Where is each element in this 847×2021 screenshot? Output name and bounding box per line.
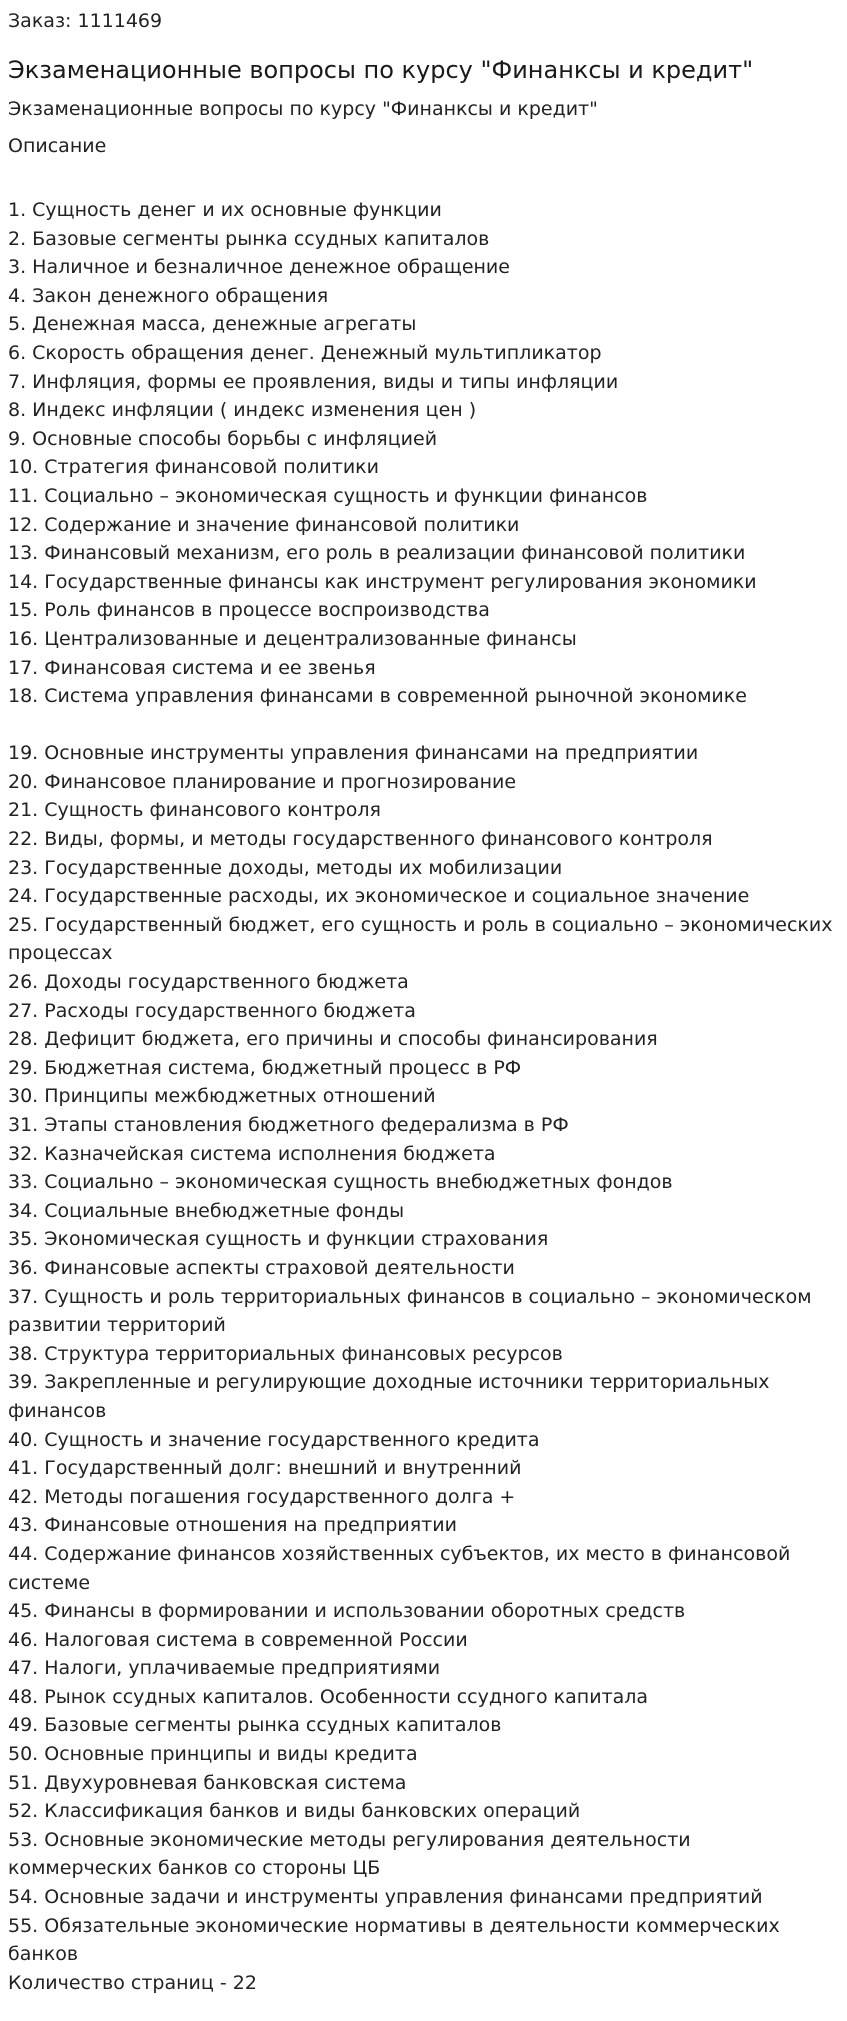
question-item: 8. Индекс инфляции ( индекс изменения цен ) — [8, 399, 477, 422]
question-item: 11. Социально – экономическая сущность и функции финансов — [8, 484, 648, 507]
question-item: 54. Основные задачи и инструменты управления финансами предприятий — [8, 1886, 763, 1909]
question-item: 45. Финансы в формировании и использовании оборотных средств — [8, 1600, 686, 1623]
question-item: 13. Финансовый механизм, его роль в реализации финансовой политики — [8, 542, 746, 565]
questions-list — [8, 196, 839, 1969]
question-item: 25. Государственный бюджет, его сущность и роль в социально – экономических процессах — [8, 913, 833, 965]
question-item: 55. Обязательные экономические нормативы в деятельности коммерческих банков — [8, 1914, 780, 1966]
question-item: 30. Принципы межбюджетных отношений — [8, 1085, 436, 1108]
question-item: 20. Финансовое планирование и прогнозирование — [8, 770, 517, 793]
question-item: 7. Инфляция, формы ее проявления, виды и типы инфляции — [8, 370, 619, 393]
question-item: 41. Государственный долг: внешний и внутренний — [8, 1457, 522, 1480]
question-item: 48. Рынок ссудных капиталов. Особенности ссудного капитала — [8, 1685, 649, 1708]
question-item: 23. Государственные доходы, методы их мобилизации — [8, 856, 563, 879]
question-item: 15. Роль финансов в процессе воспроизводства — [8, 599, 490, 622]
question-item: 42. Методы погашения государственного долга + — [8, 1485, 516, 1508]
question-item: 46. Налоговая система в современной России — [8, 1628, 468, 1651]
question-item: 38. Структура территориальных финансовых ресурсов — [8, 1342, 563, 1365]
page-title: Экзаменационные вопросы по курсу "Финанксы и кредит" — [8, 56, 754, 84]
question-item: 51. Двухуровневая банковская система — [8, 1771, 407, 1794]
question-item: 24. Государственные расходы, их экономическое и социальное значение — [8, 885, 750, 908]
question-item: 33. Социально – экономическая сущность внебюджетных фондов — [8, 1171, 673, 1194]
question-item: 32. Казначейская система исполнения бюджета — [8, 1142, 496, 1165]
question-item: 35. Экономическая сущность и функции страхования — [8, 1228, 549, 1251]
page-count: Количество страниц - 22 — [8, 1971, 257, 1994]
question-item: 49. Базовые сегменты рынка ссудных капиталов — [8, 1714, 502, 1737]
question-item: 5. Денежная масса, денежные агрегаты — [8, 313, 417, 336]
question-item: 53. Основные экономические методы регулирования деятельности коммерческих банков со стороны ЦБ — [8, 1828, 691, 1880]
question-item: 36. Финансовые аспекты страховой деятельности — [8, 1256, 515, 1279]
question-item: 22. Виды, формы, и методы государственного финансового контроля — [8, 828, 713, 851]
question-item: 12. Содержание и значение финансовой политики — [8, 513, 520, 536]
question-item: 50. Основные принципы и виды кредита — [8, 1743, 418, 1766]
question-item: 43. Финансовые отношения на предприятии — [8, 1514, 457, 1537]
description-label: Описание — [8, 135, 107, 157]
question-item: 40. Сущность и значение государственного кредита — [8, 1428, 540, 1451]
order-number: Заказ: 1111469 — [8, 10, 163, 32]
question-item: 9. Основные способы борьбы с инфляцией — [8, 427, 438, 450]
question-item: 28. Дефицит бюджета, его причины и способы финансирования — [8, 1028, 658, 1051]
question-item: 6. Скорость обращения денег. Денежный мультипликатор — [8, 341, 602, 364]
question-item: 4. Закон денежного обращения — [8, 284, 329, 307]
question-item: 18. Система управления финансами в современной рыночной экономике — [8, 685, 747, 708]
question-item: 3. Наличное и безналичное денежное обращение — [8, 256, 510, 279]
question-item: 1. Сущность денег и их основные функции — [8, 199, 442, 221]
question-item: 26. Доходы государственного бюджета — [8, 971, 409, 994]
question-item: 2. Базовые сегменты рынка ссудных капиталов — [8, 227, 490, 250]
question-item: 29. Бюджетная система, бюджетный процесс в РФ — [8, 1056, 522, 1079]
question-item: 44. Содержание финансов хозяйственных субъектов, их место в финансовой системе — [8, 1542, 791, 1594]
question-item: 37. Сущность и роль территориальных финансов в социально – экономическом развитии территорий — [8, 1285, 812, 1337]
question-item: 34. Социальные внебюджетные фонды — [8, 1199, 405, 1222]
question-item: 39. Закрепленные и регулирующие доходные источники территориальных финансов — [8, 1371, 770, 1422]
question-item: 31. Этапы становления бюджетного федерализма в РФ — [8, 1114, 569, 1136]
question-item: 17. Финансовая система и ее звенья — [8, 656, 376, 679]
question-item: 52. Классификация банков и виды банковских операций — [8, 1800, 581, 1823]
question-item: 21. Сущность финансового контроля — [8, 799, 381, 822]
question-item: 47. Налоги, уплачиваемые предприятиями — [8, 1657, 441, 1680]
question-item: 14. Государственные финансы как инструмент регулирования экономики — [8, 570, 757, 593]
question-item: 10. Стратегия финансовой политики — [8, 456, 379, 479]
page-subtitle: Экзаменационные вопросы по курсу "Финанксы и кредит" — [8, 98, 598, 120]
question-item: 16. Централизованные и децентрализованные финансы — [8, 627, 577, 650]
question-item: 27. Расходы государственного бюджета — [8, 999, 416, 1022]
question-item: 19. Основные инструменты управления финансами на предприятии — [8, 742, 699, 765]
